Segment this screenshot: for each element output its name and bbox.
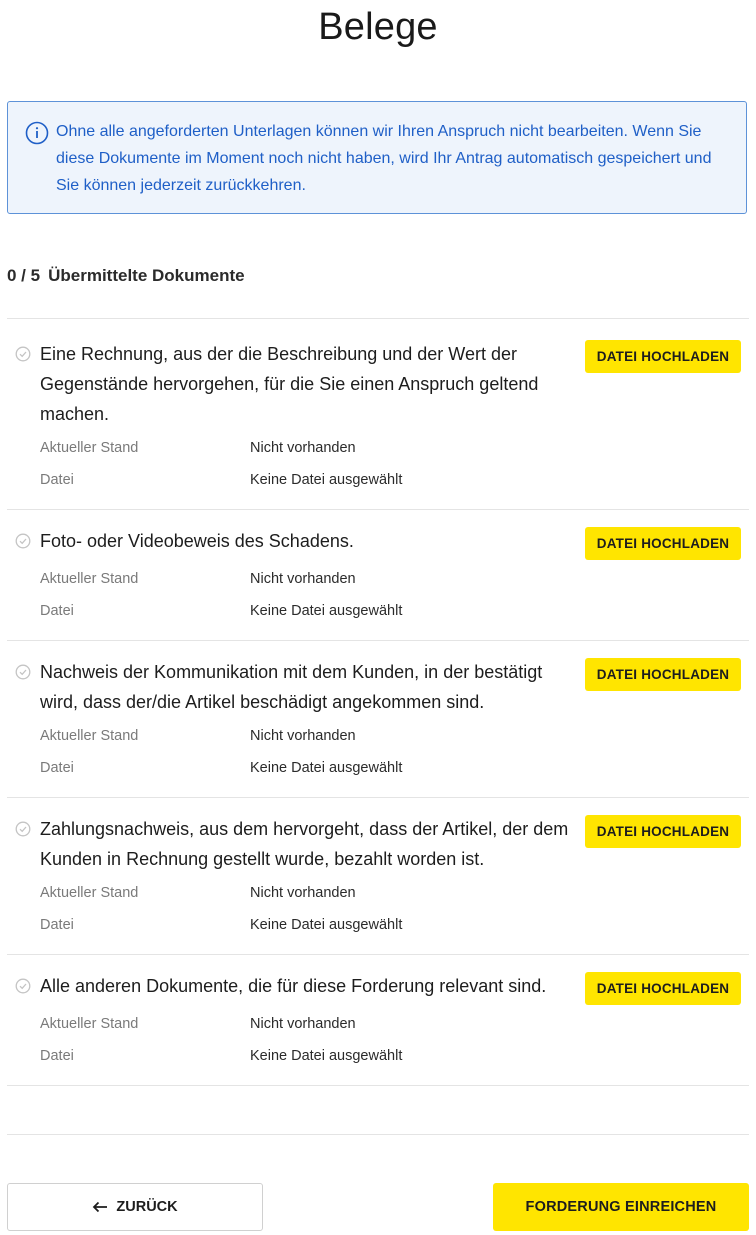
file-value: Keine Datei ausgewählt: [250, 917, 403, 933]
document-title: Eine Rechnung, aus der die Beschreibung und der Wert der Gegenstände hervorgehen, für die Sie einen Anspruch geltend machen.: [40, 344, 539, 424]
documents-summary-label: Übermittelte Dokumente: [48, 266, 245, 285]
check-circle-icon: [15, 978, 31, 994]
status-value: Nicht vorhanden: [250, 440, 356, 456]
file-label: Datei: [40, 917, 74, 933]
file-label: Datei: [40, 603, 74, 619]
status-label: Aktueller Stand: [40, 1016, 139, 1032]
upload-file-button[interactable]: DATEI HOCHLADEN: [585, 527, 741, 560]
upload-file-button[interactable]: DATEI HOCHLADEN: [585, 658, 741, 691]
documents-count: 0 / 5: [7, 266, 41, 285]
page-title: Belege: [318, 6, 438, 48]
info-icon: [25, 121, 49, 145]
file-value: Keine Datei ausgewählt: [250, 1048, 403, 1064]
document-title: Zahlungsnachweis, aus dem hervorgeht, dass der Artikel, der dem Kunden in Rechnung gestellt wurde, bezahlt worden ist.: [40, 819, 569, 869]
document-item: [7, 955, 749, 1086]
arrow-left-icon: [92, 1201, 108, 1213]
status-value: Nicht vorhanden: [250, 571, 356, 587]
submit-claim-button[interactable]: FORDERUNG EINREICHEN: [493, 1183, 749, 1231]
check-circle-icon: [15, 346, 31, 362]
status-label: Aktueller Stand: [40, 571, 139, 587]
document-title: Alle anderen Dokumente, die für diese Forderung relevant sind.: [40, 976, 547, 996]
check-circle-icon: [15, 533, 31, 549]
status-value: Nicht vorhanden: [250, 728, 356, 744]
check-circle-icon: [15, 821, 31, 837]
upload-file-button[interactable]: DATEI HOCHLADEN: [585, 815, 741, 848]
file-value: Keine Datei ausgewählt: [250, 603, 403, 619]
file-label: Datei: [40, 472, 74, 488]
footer-divider: [7, 1134, 749, 1135]
info-text: Ohne alle angeforderten Unterlagen können wir Ihren Anspruch nicht bearbeiten. Wenn Sie diese Dokumente im Moment noch nicht haben, wird Ihr Antrag automatisch gespeichert und Sie können jederzeit zurückkehren.: [56, 123, 712, 194]
status-label: Aktueller Stand: [40, 728, 139, 744]
back-button[interactable]: [7, 1183, 263, 1231]
file-value: Keine Datei ausgewählt: [250, 472, 403, 488]
document-item: [7, 798, 749, 955]
status-value: Nicht vorhanden: [250, 885, 356, 901]
check-circle-icon: [15, 664, 31, 680]
document-item: [7, 641, 749, 798]
file-label: Datei: [40, 760, 74, 776]
status-label: Aktueller Stand: [40, 885, 139, 901]
document-title: Foto- oder Videobeweis des Schadens.: [40, 531, 354, 551]
document-title: Nachweis der Kommunikation mit dem Kunden, in der bestätigt wird, dass der/die Artikel beschädigt angekommen sind.: [40, 662, 543, 712]
documents-summary: [7, 266, 245, 292]
file-value: Keine Datei ausgewählt: [250, 760, 403, 776]
status-value: Nicht vorhanden: [250, 1016, 356, 1032]
document-item: [7, 510, 749, 641]
status-label: Aktueller Stand: [40, 440, 139, 456]
document-list: [7, 318, 749, 1086]
info-banner: [7, 101, 747, 214]
document-item: [7, 319, 749, 510]
upload-file-button[interactable]: DATEI HOCHLADEN: [585, 972, 741, 1005]
back-button-label: ZURÜCK: [116, 1199, 178, 1215]
file-label: Datei: [40, 1048, 74, 1064]
upload-file-button[interactable]: DATEI HOCHLADEN: [585, 340, 741, 373]
